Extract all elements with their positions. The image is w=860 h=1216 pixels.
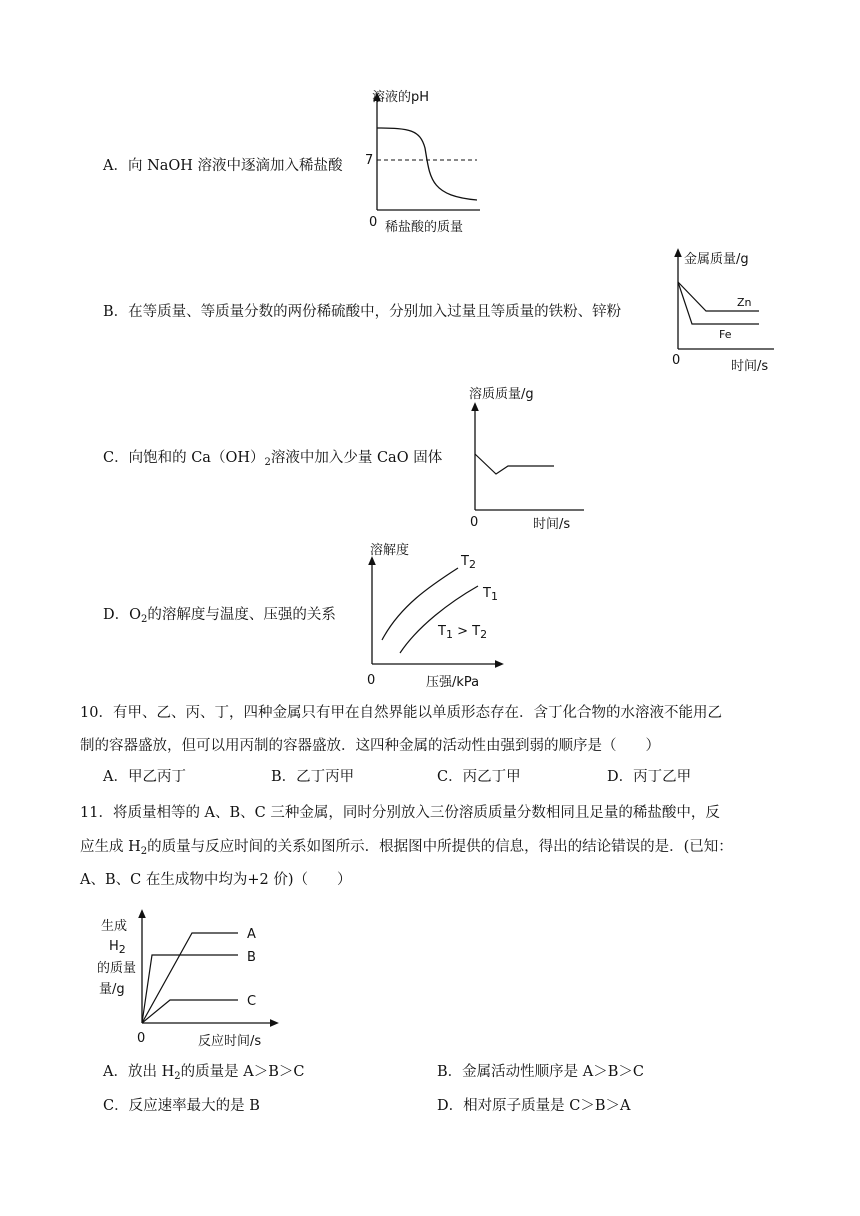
q10-option-c: C．丙乙丁甲 [437,769,521,785]
q9-option-a-text: A．向 NaOH 溶液中逐滴加入稀盐酸 [103,158,343,174]
x-axis-label: 压强/kPa [426,675,480,690]
t1-label: $T_1$ [483,586,498,603]
y-axis-label: 溶解度 [370,543,410,558]
ph-curve [377,128,477,200]
fe-label: Fe [719,328,732,341]
origin-label: 0 [470,515,479,530]
q10-option-d: D．丙丁乙甲 [607,769,692,785]
ph-curve-chart [340,88,490,238]
q9-option-d-text: D．$O_2$的溶解度与温度、压强的关系 [103,607,336,625]
q11-line3: A、B、C 在生成物中均为+2 价)（ ） [80,872,352,888]
x-axis-label: 反应时间/s [198,1034,262,1049]
h2-mass-chart [95,905,295,1050]
y-label-1: 生成 [101,919,128,934]
y-axis-label: 金属质量/g [684,252,749,267]
solute-line [475,454,554,474]
zn-label: Zn [737,296,752,309]
series-b-label: B [247,950,256,965]
q11-option-a: A．放出 $H_2$的质量是 A＞B＞C [103,1064,305,1082]
t1-curve [400,586,478,653]
origin-label: 0 [367,673,376,688]
metal-mass-chart [664,244,784,374]
q10-line2: 制的容器盛放，但可以用丙制的容器盛放．这四种金属的活动性由强到弱的顺序是（ ） [80,738,660,754]
q10-line1: 10．有甲、乙、丙、丁，四种金属只有甲在自然界能以单质形态存在．含丁化合物的水溶液不能用乙 [80,705,722,721]
q10-option-b: B．乙丁丙甲 [271,769,355,785]
y-label-4: 量/g [99,982,125,997]
origin-label: 0 [369,215,378,230]
series-b-line [142,955,238,1023]
relation-label: $T_1 > T_2$ [438,624,488,641]
y-label-3: 的质量 [97,961,137,976]
x-axis-label: 时间/s [731,359,769,374]
tick-7: 7 [365,153,374,168]
series-a-label: A [247,927,256,942]
q11-option-b: B．金属活动性顺序是 A＞B＞C [437,1064,644,1080]
t2-label: $T_2$ [461,554,476,571]
q10-option-a: A．甲乙丙丁 [103,769,186,785]
y-axis-label: 溶质质量/g [469,387,534,402]
origin-label: 0 [672,353,681,368]
q11-line2: 应生成 $H_2$的质量与反应时间的关系如图所示．根据图中所提供的信息，得出的结论错误的是．(已知： [80,839,733,857]
x-axis-label: 时间/s [533,517,571,532]
y-axis-label: 溶液的pH [372,90,430,105]
solute-mass-chart [462,382,592,532]
y-label-2: $H_2$ [109,939,126,956]
q9-option-c-text: C．向饱和的 $Ca(OH)_2$溶液中加入少量 CaO 固体 [103,450,443,468]
x-axis-label: 稀盐酸的质量 [385,220,464,235]
q11-option-d: D．相对原子质量是 C＞B＞A [437,1098,631,1114]
q11-line1: 11．将质量相等的 A、B、C 三种金属，同时分别放入三份溶质质量分数相同且足量的稀盐酸中，反 [80,805,720,821]
series-a-line [142,933,238,1023]
series-c-label: C [247,994,257,1009]
solubility-chart [360,536,510,692]
origin-label: 0 [137,1031,146,1046]
q9-option-b-text: B．在等质量、等质量分数的两份稀硫酸中，分别加入过量且等质量的铁粉、锌粉 [103,304,622,320]
series-c-line [142,1000,238,1023]
q11-option-c: C．反应速率最大的是 B [103,1098,260,1114]
